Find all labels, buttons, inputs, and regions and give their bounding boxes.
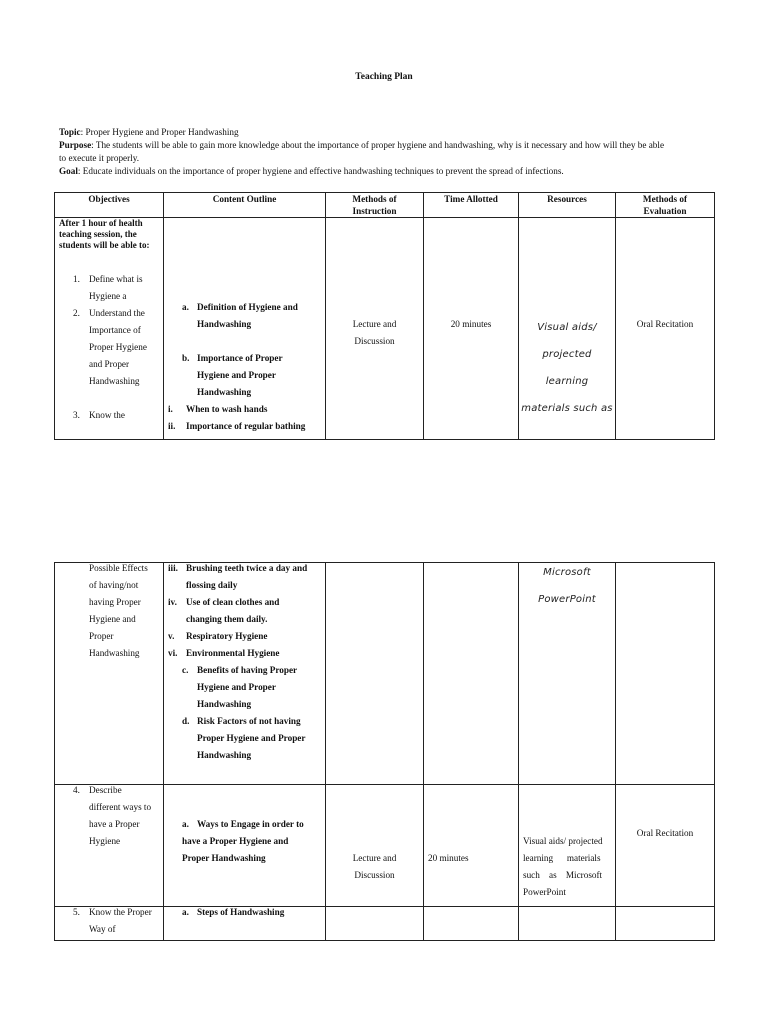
objective-line: Hygiene (89, 836, 121, 846)
methods-cell (326, 563, 424, 785)
page-title: Teaching Plan (355, 72, 413, 82)
list-number: 1. (73, 274, 80, 284)
resources-line: such as Microsoft (523, 870, 603, 880)
resources-line: PowerPoint (538, 594, 596, 605)
methods-line: Discussion (354, 336, 395, 346)
objectives-cell (55, 785, 164, 907)
objective-line: Hygiene and (89, 614, 136, 624)
objective-line: of having/not (89, 580, 139, 590)
list-number: b. (182, 353, 190, 363)
list-item (168, 401, 267, 418)
objective-line: Understand the (89, 308, 145, 318)
objectives-intro-line: students will be able to: (59, 240, 150, 250)
table-header-row (55, 193, 715, 218)
list-number: a. (182, 907, 189, 917)
content-line: Hygiene and Proper (197, 370, 276, 380)
goal-text: : Educate individuals on the importance of proper hygiene and effective handwashing techniques to prevent the spread of infections. (77, 166, 564, 176)
resources-line: PowerPoint (523, 887, 566, 897)
resources-cell (519, 218, 616, 440)
objective-line: Proper Hygiene (89, 342, 147, 352)
objective-line: Describe (89, 785, 122, 795)
objectives-cell (55, 907, 164, 941)
content-line: Definition of Hygiene and (197, 302, 298, 312)
content-line: have a Proper Hygiene and (182, 836, 289, 846)
methods-line: Lecture and (352, 853, 397, 863)
list-item (73, 782, 151, 850)
list-number: v. (168, 631, 175, 641)
evaluation-value: Oral Recitation (636, 828, 694, 838)
objective-line: Know the Proper (89, 907, 152, 917)
methods-line: Lecture and (352, 319, 397, 329)
objective-line: having Proper (89, 597, 141, 607)
list-number: a. (182, 302, 189, 312)
list-number: vi. (168, 648, 178, 658)
methods-cell (326, 907, 424, 941)
content-outline-cell (164, 218, 326, 440)
table-row (55, 907, 715, 941)
objective-line: Possible Effects (89, 563, 148, 573)
table-row (55, 218, 715, 440)
objective-line: Handwashing (89, 648, 140, 658)
content-outline-cell (164, 907, 326, 941)
evaluation-cell (616, 563, 715, 785)
resources-line: projected (542, 349, 592, 360)
objective-line: different ways to (89, 802, 152, 812)
content-outline-cell (164, 785, 326, 907)
methods-cell (326, 785, 424, 907)
topic-label: Topic (59, 127, 81, 137)
content-line: Handwashing (197, 699, 252, 709)
objective-line: Define what is (89, 274, 143, 284)
header-resources: Resources (519, 193, 616, 218)
list-number: a. (182, 819, 189, 829)
content-line: Benefits of having Proper (197, 665, 298, 675)
list-item (73, 904, 152, 938)
objective-line: and Proper (89, 359, 130, 369)
header-methods-of-evaluation: Methods of Evaluation (616, 193, 715, 218)
content-line: Handwashing (197, 750, 252, 760)
list-number: 3. (73, 410, 80, 420)
time-value: 20 minutes (450, 319, 492, 329)
purpose-text: : The students will be able to gain more knowledge about the importance of proper hygiene and handwashing, why is it necessary and how will they be able (91, 140, 665, 150)
objective-line: Hygiene a (89, 291, 127, 301)
objective-line: Handwashing (89, 376, 140, 386)
list-item (168, 594, 279, 628)
list-number: i. (168, 404, 173, 414)
table-row (55, 563, 715, 785)
list-number: iv. (168, 597, 177, 607)
objective-line: have a Proper (89, 819, 140, 829)
list-item (168, 816, 304, 867)
methods-cell (326, 218, 424, 440)
goal-label: Goal (59, 166, 78, 176)
list-item (182, 713, 305, 764)
table-row (55, 785, 715, 907)
list-number: iii. (168, 563, 178, 573)
list-item (182, 350, 283, 401)
methods-line: Discussion (354, 870, 395, 880)
list-number: d. (182, 716, 190, 726)
content-line: Proper Handwashing (182, 853, 266, 863)
content-line: Ways to Engage in order to (197, 819, 304, 829)
list-item (182, 662, 297, 713)
content-line: Brushing teeth twice a day and (186, 563, 308, 573)
content-line: Steps of Handwashing (197, 907, 285, 917)
resources-line: Visual aids/ (537, 322, 597, 333)
time-value: 20 minutes (428, 853, 469, 863)
header-methods-of-instruction: Methods of Instruction (326, 193, 424, 218)
content-line: Importance of regular bathing (186, 421, 306, 431)
resources-line: Microsoft (543, 567, 591, 578)
header-content-outline: Content Outline (164, 193, 326, 218)
content-line: Proper Hygiene and Proper (197, 733, 306, 743)
header-time-allotted: Time Allotted (424, 193, 519, 218)
content-line: Handwashing (197, 387, 252, 397)
time-cell (424, 785, 519, 907)
teaching-plan-table-2 (54, 562, 715, 941)
list-item (182, 904, 284, 921)
objective-line: Way of (89, 924, 116, 934)
content-line: Handwashing (197, 319, 252, 329)
teaching-plan-table-1 (54, 192, 715, 440)
list-item (168, 418, 305, 435)
list-number: ii. (168, 421, 176, 431)
list-item (73, 305, 147, 390)
objectives-cell (55, 563, 164, 785)
objectives-cell (55, 218, 164, 440)
objective-line: Importance of (89, 325, 141, 335)
purpose-line-2: to execute it properly. (59, 153, 140, 163)
list-number: 5. (73, 907, 80, 917)
list-item (168, 560, 307, 594)
resources-line: Visual aids/ projected (523, 836, 603, 846)
header-objectives: Objectives (55, 193, 164, 218)
resources-line: learning materials (523, 853, 601, 863)
list-item (168, 645, 280, 662)
resources-cell (519, 785, 616, 907)
content-line: Environmental Hygiene (186, 648, 280, 658)
list-item (73, 407, 125, 424)
resources-line: learning (545, 376, 589, 387)
evaluation-cell (616, 218, 715, 440)
goal-line (59, 165, 719, 178)
content-line: changing them daily. (186, 614, 268, 624)
objective-line: Know the (89, 410, 125, 420)
purpose-line (59, 139, 719, 152)
list-number: 4. (73, 785, 80, 795)
evaluation-cell (616, 785, 715, 907)
topic-line (59, 126, 719, 139)
topic-text: : Proper Hygiene and Proper Handwashing (80, 127, 239, 137)
content-line: Respiratory Hygiene (186, 631, 268, 641)
content-line: Hygiene and Proper (197, 682, 276, 692)
list-number: c. (182, 665, 189, 675)
resources-cell (519, 563, 616, 785)
list-item (168, 628, 267, 645)
content-line: flossing daily (186, 580, 238, 590)
time-cell (424, 907, 519, 941)
list-number: 2. (73, 308, 80, 318)
objective-line: Proper (89, 631, 114, 641)
list-item (73, 271, 143, 305)
objectives-intro-line: After 1 hour of health (59, 218, 143, 228)
content-line: When to wash hands (186, 404, 268, 414)
purpose-label: Purpose (59, 140, 92, 150)
evaluation-value: Oral Recitation (636, 319, 694, 329)
time-cell (424, 563, 519, 785)
time-cell (424, 218, 519, 440)
resources-cell (519, 907, 616, 941)
evaluation-cell (616, 907, 715, 941)
content-line: Risk Factors of not having (197, 716, 301, 726)
content-line: Use of clean clothes and (186, 597, 280, 607)
objectives-intro-line: teaching session, the (59, 229, 137, 239)
content-outline-cell (164, 563, 326, 785)
list-item (182, 299, 298, 333)
resources-line: materials such as (521, 403, 613, 414)
content-line: Importance of Proper (197, 353, 283, 363)
